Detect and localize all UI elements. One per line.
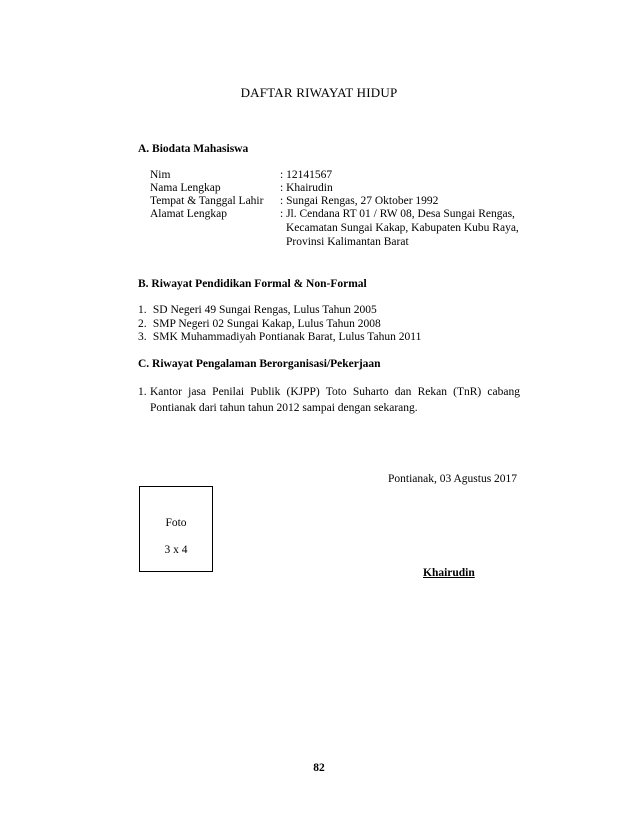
field-label: Tempat & Tanggal Lahir xyxy=(150,195,264,207)
field-value: : Khairudin xyxy=(280,182,333,194)
field-value: : Jl. Cendana RT 01 / RW 08, Desa Sungai Rengas, xyxy=(280,208,515,220)
photo-placeholder xyxy=(139,486,213,572)
list-text: SD Negeri 49 Sungai Rengas, Lulus Tahun 2005 xyxy=(152,304,377,316)
list-number: 1. xyxy=(138,386,147,398)
list-text: SMK Muhammadiyah Pontianak Barat, Lulus Tahun 2011 xyxy=(152,331,422,343)
field-label: Nim xyxy=(150,169,171,181)
section-b-heading: B. Riwayat Pendidikan Formal & Non-Formal xyxy=(138,278,367,290)
date-place: Pontianak, 03 Agustus 2017 xyxy=(388,473,518,485)
list-item xyxy=(138,331,421,343)
field-label: Alamat Lengkap xyxy=(150,208,227,220)
field-row-nim xyxy=(150,169,333,181)
field-label: Nama Lengkap xyxy=(150,182,221,194)
list-text: SMP Negeri 02 Sungai Kakap, Lulus Tahun 2008 xyxy=(152,318,381,330)
field-row-birth xyxy=(150,195,439,207)
section-a-heading: A. Biodata Mahasiswa xyxy=(138,143,249,155)
document-title: DAFTAR RIWAYAT HIDUP xyxy=(240,85,398,100)
signature-name: Khairudin xyxy=(423,567,475,579)
field-row-address xyxy=(150,208,515,220)
field-row-name xyxy=(150,182,333,194)
page-number: 82 xyxy=(313,762,325,774)
field-value: : 12141567 xyxy=(280,169,333,181)
photo-label: Foto xyxy=(165,517,187,529)
list-item xyxy=(138,304,377,316)
photo-size: 3 x 4 xyxy=(164,544,188,556)
section-c-heading: C. Riwayat Pengalaman Berorganisasi/Pekerjaan xyxy=(138,358,381,370)
field-value: : Sungai Rengas, 27 Oktober 1992 xyxy=(280,195,439,207)
address-line: Kecamatan Sungai Kakap, Kabupaten Kubu Raya, xyxy=(286,222,519,234)
experience-line xyxy=(138,384,520,400)
list-number: 1. xyxy=(138,304,147,316)
experience-line: Pontianak dari tahun tahun 2012 sampai dengan sekarang. xyxy=(150,402,418,414)
experience-item xyxy=(138,384,520,416)
experience-text: Kantor jasa Penilai Publik (KJPP) Toto Suharto dan Rekan (TnR) cabang xyxy=(150,386,520,398)
list-number: 2. xyxy=(138,318,147,330)
list-number: 3. xyxy=(138,331,147,343)
list-item xyxy=(138,318,381,330)
address-line: Provinsi Kalimantan Barat xyxy=(286,236,409,248)
